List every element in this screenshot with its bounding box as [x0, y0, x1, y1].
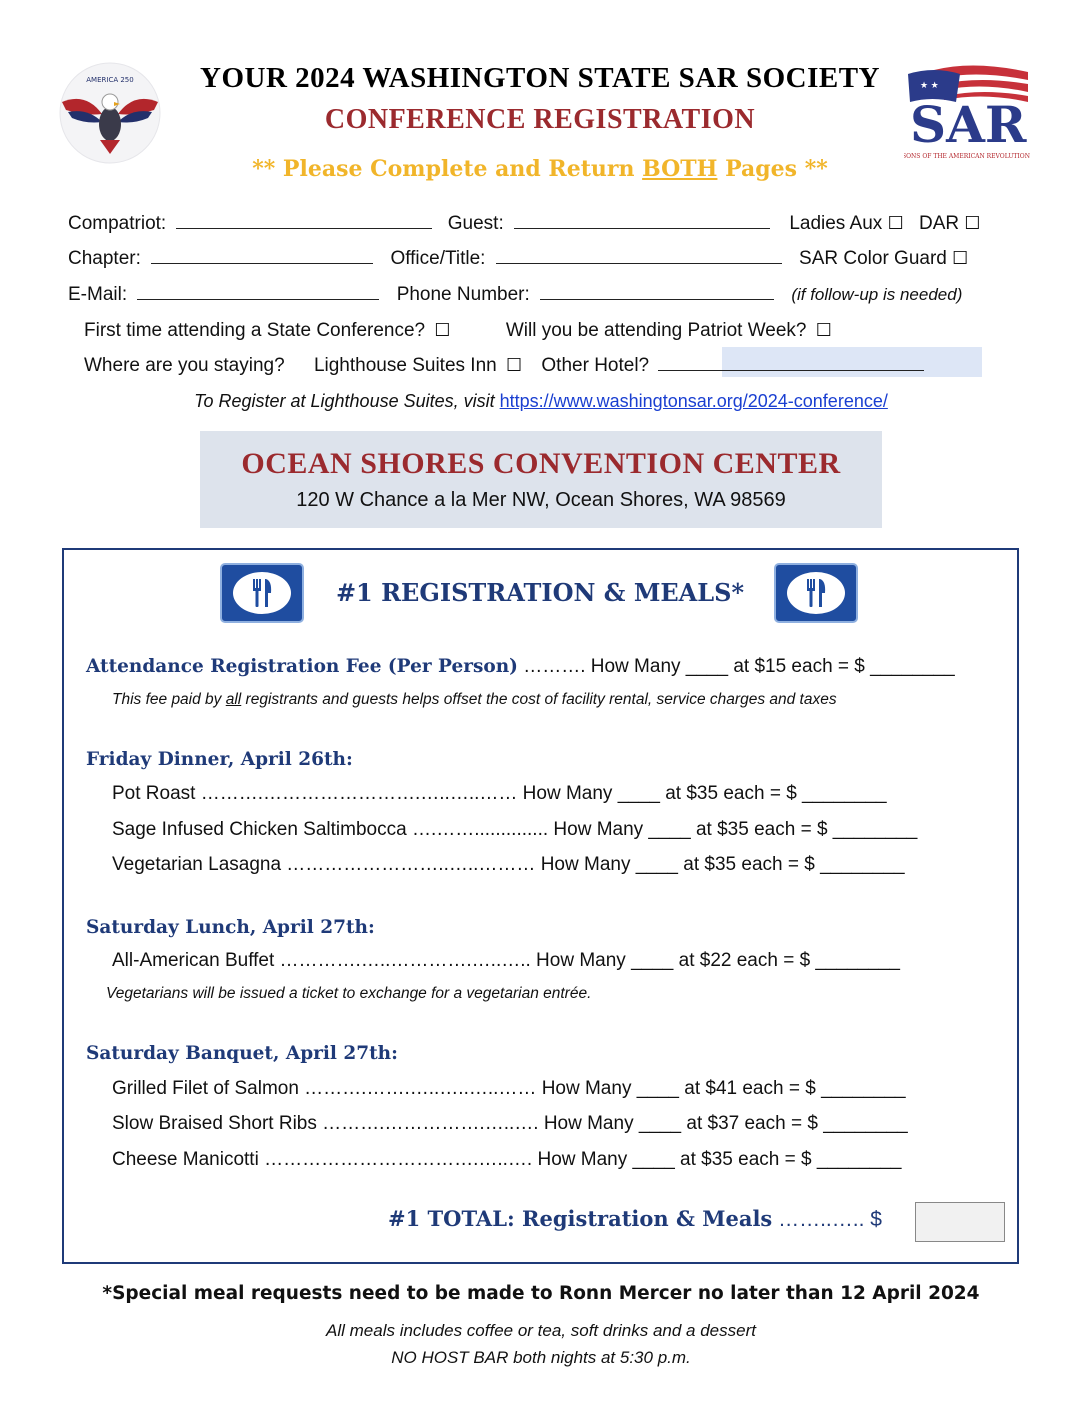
form-row-3 [68, 284, 962, 306]
venue-name: OCEAN SHORES CONVENTION CENTER [241, 447, 841, 480]
saturday-banquet-heading: Saturday Banquet, April 27th: [86, 1043, 398, 1064]
page-subtitle: CONFERENCE REGISTRATION [324, 104, 756, 135]
register-text: To Register at Lighthouse Suites, visit [194, 391, 500, 411]
color-guard-checkbox[interactable]: ☐ [952, 248, 969, 269]
lunch-note: Vegetarians will be issued a ticket to exchange for a vegetarian entrée. [106, 985, 592, 1002]
svg-text:AMERICA 250: AMERICA 250 [86, 76, 134, 84]
dar-checkbox[interactable]: ☐ [964, 213, 981, 234]
meal-line-pot-roast[interactable]: Pot Roast ……….…………………….…..…..…… How Many ____ at $35 each = $ ________ [112, 783, 887, 804]
meals-include-note: All meals includes coffee or tea, soft drinks and a dessert [326, 1321, 756, 1340]
form-row-2 [68, 248, 968, 270]
eagle-america-250-logo [56, 62, 164, 164]
compatriot-label: Compatriot: [68, 213, 167, 234]
first-time-checkbox[interactable]: ☐ [434, 320, 451, 341]
ladies-aux-label: Ladies Aux [789, 213, 883, 234]
meal-line-vegetarian-lasagna[interactable]: Vegetarian Lasagna ……………………..…..……… How Many ____ at $35 each = $ ________ [112, 854, 905, 875]
form-row-4 [84, 320, 832, 342]
form-row-5 [84, 355, 924, 377]
staying-label: Where are you staying? [84, 355, 285, 376]
saturday-lunch-heading: Saturday Lunch, April 27th: [86, 917, 375, 938]
register-instructions [60, 391, 1022, 412]
chapter-label: Chapter: [68, 248, 141, 269]
meal-line-short-ribs[interactable]: Slow Braised Short Ribs ……….…………….…..…. How Many ____ at $37 each = $ ________ [112, 1113, 908, 1134]
meal-line-chicken-saltimbocca[interactable]: Sage Infused Chicken Saltimbocca ….…….............. How Many ____ at $35 each = $ ________ [112, 819, 918, 840]
phone-field[interactable] [540, 284, 774, 300]
fork-knife-icon [220, 563, 304, 623]
other-hotel-line [658, 355, 924, 371]
register-link[interactable]: https://www.washingtonsar.org/2024-conference/ [499, 391, 888, 411]
office-label: Office/Title: [390, 248, 486, 269]
followup-note: (if follow-up is needed) [791, 285, 963, 304]
color-guard-label: SAR Color Guard [799, 248, 947, 269]
attendance-fee-label: Attendance Registration Fee (Per Person) [86, 656, 518, 677]
phone-label: Phone Number: [396, 284, 530, 305]
patriot-week-label: Will you be attending Patriot Week? [505, 320, 807, 341]
friday-dinner-heading: Friday Dinner, April 26th: [86, 749, 353, 770]
attendance-fee-line [86, 656, 955, 678]
chapter-field[interactable] [151, 248, 373, 264]
patriot-week-checkbox[interactable]: ☐ [815, 320, 832, 341]
lighthouse-label: Lighthouse Suites Inn [313, 355, 497, 376]
section-total-label: #1 TOTAL: Registration & Meals ……..….. $ [388, 1206, 882, 1231]
attendance-fee-rest[interactable]: ………. How Many ____ at $15 each = $ ________ [517, 656, 955, 677]
form-row-1 [68, 213, 981, 235]
first-time-label: First time attending a State Conference? [84, 320, 426, 341]
lighthouse-checkbox[interactable]: ☐ [505, 355, 523, 376]
fee-note: This fee paid by all registrants and guests helps offset the cost of facility rental, service charges and taxes [112, 691, 837, 708]
meal-line-salmon[interactable]: Grilled Filet of Salmon ……….…….…..…..…..…… How Many ____ at $41 each = $ ________ [112, 1078, 906, 1099]
fork-knife-icon [774, 563, 858, 623]
office-field[interactable] [496, 248, 782, 264]
section-total-field[interactable] [915, 1202, 1005, 1242]
page-title: YOUR 2024 WASHINGTON STATE SAR SOCIETY [200, 62, 880, 94]
venue-box [200, 431, 882, 528]
venue-address: 120 W Chance a la Mer NW, Ocean Shores, WA 98569 [296, 489, 786, 511]
section-title: #1 REGISTRATION & MEALS* [335, 578, 745, 607]
sar-logo-text: SAR [910, 95, 1027, 154]
ladies-aux-checkbox[interactable]: ☐ [887, 213, 904, 234]
instruction-text: ** Please Complete and Return BOTH Pages ** [252, 156, 828, 182]
meal-line-manicotti[interactable]: Cheese Manicotti …………………………….…..…. How Many ____ at $35 each = $ ________ [112, 1149, 902, 1170]
compatriot-field[interactable] [176, 213, 432, 229]
sar-logo-subtext: SONS OF THE AMERICAN REVOLUTION [904, 153, 1030, 160]
guest-field[interactable] [514, 213, 770, 229]
email-field[interactable] [137, 284, 379, 300]
no-host-bar-note: NO HOST BAR both nights at 5:30 p.m. [391, 1348, 691, 1367]
email-label: E-Mail: [68, 284, 128, 305]
dar-label: DAR [918, 213, 960, 234]
special-requests-note: *Special meal requests need to be made to Ronn Mercer no later than 12 April 2024 [102, 1283, 980, 1304]
meal-line-all-american-buffet[interactable]: All-American Buffet ………….…..………….…..….. How Many ____ at $22 each = $ ________ [112, 950, 900, 971]
svg-text:★ ★: ★ ★ [920, 80, 939, 90]
guest-label: Guest: [447, 213, 504, 234]
other-hotel-label: Other Hotel? [541, 355, 650, 376]
